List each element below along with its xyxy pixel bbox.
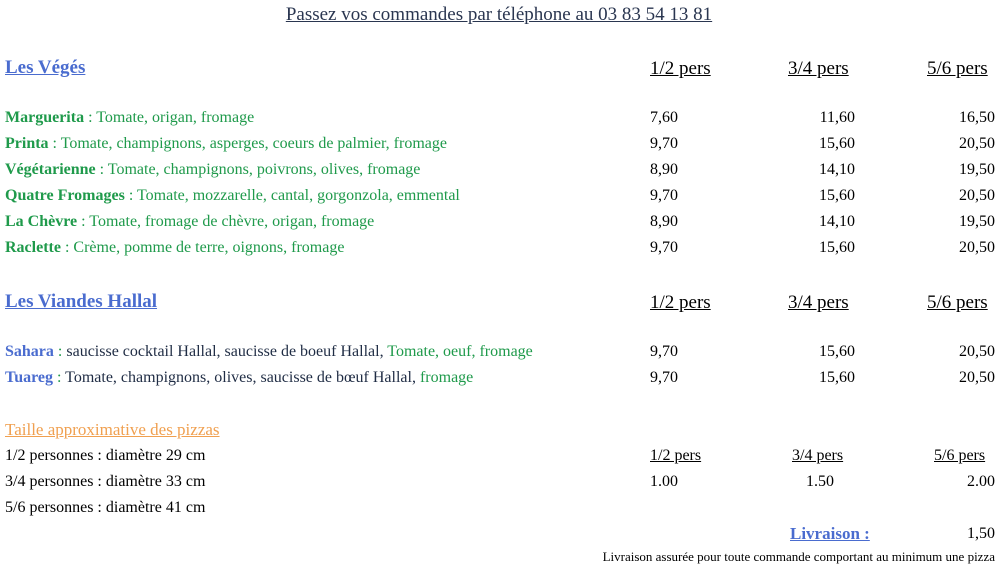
price-half: 9,70	[650, 343, 678, 360]
list-item	[5, 343, 533, 361]
size-row: 1/2 personnes : diamètre 29 cm	[5, 447, 206, 464]
list-item	[5, 369, 473, 387]
phone-order-banner: Passez vos commandes par téléphone au 03 83 54 13 81	[285, 4, 713, 25]
price-three-quarter: 14,10	[819, 161, 855, 178]
column-header-five-six: 5/6 pers	[927, 58, 988, 79]
size-value-three-quarter: 1.50	[806, 473, 834, 490]
pizza-ingredients-sep: :	[53, 369, 66, 386]
delivery-note: Livraison assurée pour toute commande comportant au minimum une pizza	[602, 549, 995, 564]
price-half: 9,70	[650, 187, 678, 204]
price-three-quarter: 15,60	[819, 187, 855, 204]
sizes-title: Taille approximative des pizzas	[5, 420, 220, 439]
delivery-price: 1,50	[967, 525, 995, 542]
price-half: 9,70	[650, 369, 678, 386]
list-item	[5, 213, 374, 231]
price-five-six: 20,50	[959, 343, 995, 360]
delivery-label: Livraison :	[790, 524, 870, 543]
list-item	[5, 239, 344, 257]
column-header-five-six: 5/6 pers	[927, 292, 988, 313]
section-title-veg: Les Végés	[5, 57, 86, 78]
pizza-ingredients-sep: :	[53, 343, 67, 360]
price-five-six: 20,50	[959, 369, 995, 386]
column-header-three-quarter: 3/4 pers	[788, 292, 849, 313]
column-header-three-quarter: 3/4 pers	[788, 58, 849, 79]
pizza-name: Quatre Fromages	[5, 187, 125, 204]
price-three-quarter: 14,10	[819, 213, 855, 230]
price-three-quarter: 11,60	[819, 109, 855, 126]
price-three-quarter: 15,60	[819, 135, 855, 152]
pizza-name: Printa	[5, 135, 49, 152]
price-five-six: 20,50	[959, 239, 995, 256]
price-half: 9,70	[650, 239, 678, 256]
price-half: 9,70	[650, 135, 678, 152]
price-five-six: 19,50	[959, 161, 995, 178]
pizza-ingredients: : Crème, pomme de terre, oignons, fromage	[60, 239, 345, 256]
sizes-column-five-six: 5/6 pers	[934, 447, 986, 464]
pizza-ingredients: Tomate, oeuf, fromage	[387, 343, 533, 360]
column-header-half: 1/2 pers	[650, 58, 711, 79]
sizes-column-three-quarter: 3/4 pers	[792, 447, 844, 464]
section-title-meat: Les Viandes Hallal	[5, 291, 158, 312]
size-row: 3/4 personnes : diamètre 33 cm	[5, 473, 206, 490]
list-item	[5, 135, 447, 153]
pizza-ingredients: : Tomate, origan, fromage	[84, 109, 255, 126]
sizes-column-half: 1/2 pers	[650, 447, 702, 464]
list-item	[5, 161, 420, 179]
price-three-quarter: 15,60	[819, 343, 855, 360]
pizza-name: Raclette	[5, 239, 61, 256]
price-five-six: 20,50	[959, 187, 995, 204]
size-row: 5/6 personnes : diamètre 41 cm	[5, 499, 206, 516]
pizza-name: Sahara	[5, 343, 54, 360]
price-five-six: 19,50	[959, 213, 995, 230]
price-five-six: 20,50	[959, 135, 995, 152]
pizza-name: La Chèvre	[5, 213, 78, 230]
list-item	[5, 109, 254, 127]
pizza-ingredients: : Tomate, mozzarelle, cantal, gorgonzola, emmental	[124, 187, 460, 204]
size-value-five-six: 2.00	[967, 473, 995, 490]
pizza-ingredients: : Tomate, champignons, asperges, coeurs de palmier, fromage	[48, 135, 447, 152]
price-half: 7,60	[650, 109, 678, 126]
pizza-ingredients: fromage	[419, 369, 474, 386]
price-three-quarter: 15,60	[819, 369, 855, 386]
list-item	[5, 187, 460, 205]
price-half: 8,90	[650, 213, 678, 230]
pizza-ingredients: : Tomate, fromage de chèvre, origan, fromage	[77, 213, 375, 230]
price-half: 8,90	[650, 161, 678, 178]
pizza-ingredients: : Tomate, champignons, poivrons, olives, fromage	[95, 161, 421, 178]
pizza-meats: saucisse cocktail Hallal, saucisse de boeuf Hallal,	[66, 343, 388, 360]
size-value-half: 1.00	[650, 473, 678, 490]
pizza-name: Végétarienne	[5, 161, 96, 178]
column-header-half: 1/2 pers	[650, 292, 711, 313]
price-three-quarter: 15,60	[819, 239, 855, 256]
pizza-name: Tuareg	[5, 369, 54, 386]
price-five-six: 16,50	[959, 109, 995, 126]
pizza-meats: Tomate, champignons, olives, saucisse de bœuf Hallal,	[65, 369, 420, 386]
pizza-name: Marguerita	[5, 109, 85, 126]
